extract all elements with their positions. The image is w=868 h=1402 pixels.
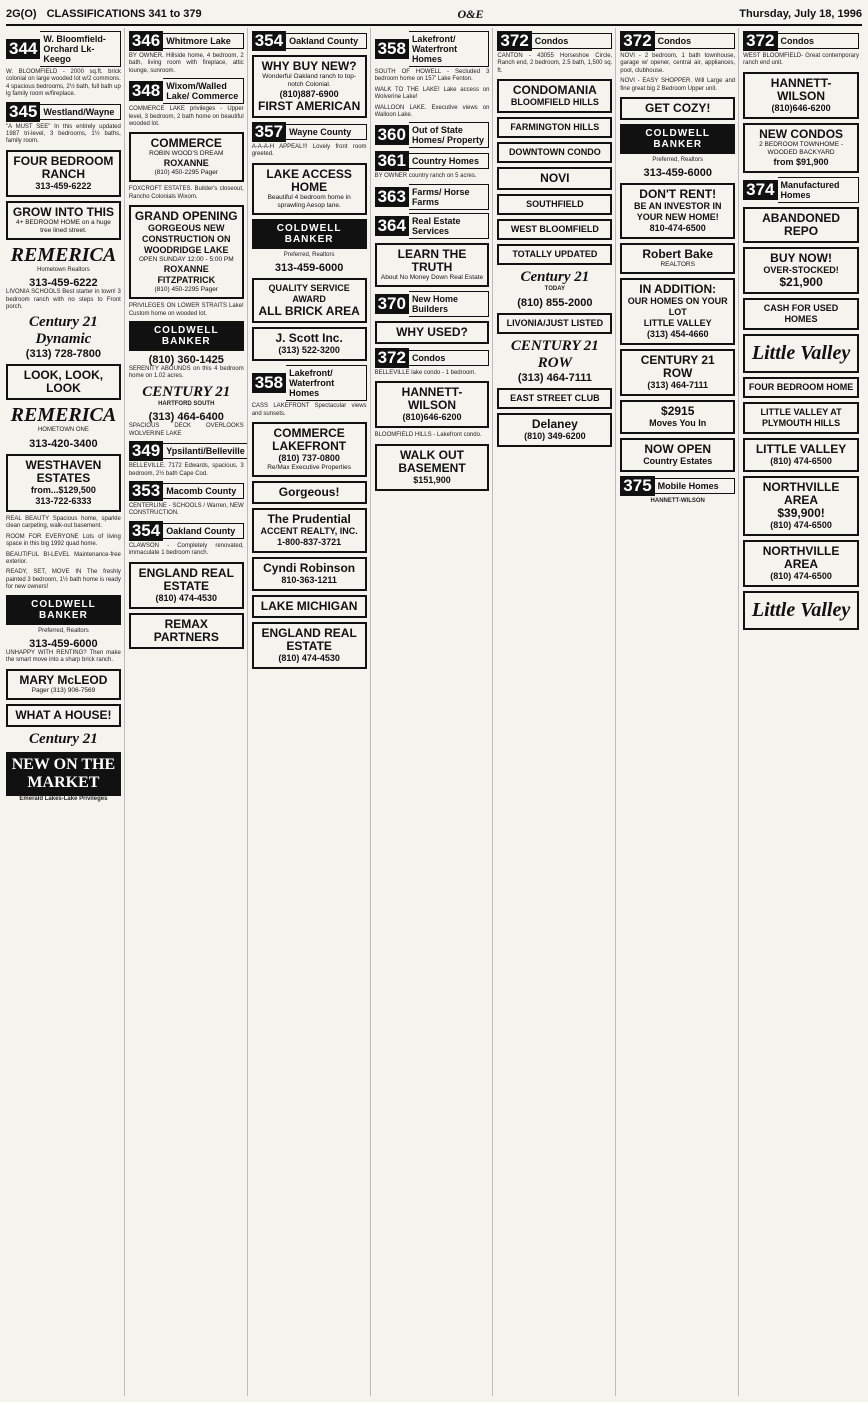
section-heading [620, 476, 735, 496]
section-title: Condos [778, 33, 859, 49]
ad-body: 4+ BEDROOM HOME on a huge tree lined street. [16, 218, 111, 234]
ad-headline: WEST BLOOMFIELD [510, 224, 599, 235]
ad-headline: ABANDONED REPO [762, 210, 841, 238]
section-heading [252, 122, 367, 142]
section-heading [375, 151, 490, 171]
century21-logo: Century 21 [520, 269, 590, 286]
ad-headline: GRAND OPENING [134, 209, 238, 224]
coldwell-banker-logo: COLDWELL BANKER [129, 321, 244, 351]
display-ad [6, 454, 121, 512]
section-title: Westland/Wayne [40, 104, 120, 120]
ad-phone: (313) 464-7111 [647, 380, 708, 391]
section-title: Condos [409, 350, 489, 366]
coldwell-banker-logo: COLDWELL BANKER [252, 219, 367, 249]
ad-headline: WALK OUT BASEMENT [398, 447, 466, 475]
classified-ad: ROOM FOR EVERYONE Lots of living space in this big 1992 quad home. [6, 533, 121, 548]
logo-subtitle: Hometown Realtors [37, 266, 90, 273]
ad-headline: REMAX PARTNERS [153, 616, 219, 644]
section-number: 372 [620, 31, 654, 51]
ad-headline: TOTALLY UPDATED [512, 249, 598, 260]
classified-ad: UNHAPPY WITH RENTING? Then make the smart move into a sharp brick ranch. [6, 649, 121, 664]
display-ad [743, 247, 859, 294]
new-on-market-banner: NEW ON THE MARKET [6, 752, 121, 796]
section-heading [129, 521, 244, 541]
display-ad [375, 381, 490, 428]
ad-headline: Delaney [531, 416, 578, 431]
display-ad [620, 400, 735, 434]
section-number: 372 [497, 31, 531, 51]
section-number: 361 [375, 151, 409, 171]
section-heading [252, 365, 367, 401]
section-title: Farms/ Horse Farms [409, 184, 489, 210]
display-ad [6, 704, 121, 727]
ad-headline: NORTHVILLE AREA [762, 479, 840, 507]
column-5 [497, 28, 616, 1396]
ad-subhead: Moves You In [649, 418, 707, 429]
section-title: Condos [532, 33, 612, 49]
display-ad [743, 298, 859, 330]
issue-date: Thursday, July 18, 1996 [739, 8, 862, 20]
classified-ad: BELLEVILLE lake condo - 1 bedroom. [374, 369, 476, 376]
ad-headline: LITTLE VALLEY [755, 441, 847, 456]
display-ad [620, 278, 735, 345]
ad-subhead: ALL BRICK AREA [258, 304, 360, 319]
ad-headline: CONDOMANIA [512, 83, 597, 98]
section-number: 357 [252, 122, 286, 142]
section-title: New Home Builders [409, 291, 489, 317]
section-title: Oakland County [286, 33, 366, 49]
display-ad [252, 622, 367, 669]
ad-price: $39,900! [777, 505, 825, 520]
section-heading [6, 31, 121, 67]
ad-body: Beautiful 4 bedroom home in sprawling Aesop lane. [267, 193, 351, 209]
ad-phone: 810-363-1211 [281, 575, 337, 586]
remerica-logo: REMERICA [10, 404, 117, 427]
ad-subhead: Country Estates [643, 456, 713, 467]
section-number: 374 [743, 180, 777, 200]
classified-ad: CANTON - 43055 Horseshoe Circle, Ranch end, 2 bedroom, 2.5 bath, 1,500 sq. ft. [497, 53, 613, 74]
section-number: 354 [129, 521, 163, 541]
column-6 [620, 28, 739, 1396]
ad-subhead: REALTORS [660, 261, 695, 269]
ad-headline: $2915 [661, 404, 695, 419]
ad-headline: DOWNTOWN CONDO [508, 147, 601, 158]
classified-ad: SPACIOUS DECK OVERLOOKS WOLVERINE LAKE [128, 423, 244, 437]
ad-headline: FOUR BEDROOM RANCH [13, 153, 114, 181]
classified-columns [6, 28, 862, 1396]
display-ad [497, 388, 612, 409]
page-number: 2G(O) [6, 8, 37, 20]
section-heading [129, 441, 244, 461]
ad-phone: (810) 474-6500 [770, 570, 832, 581]
section-title: Wixom/Walled Lake/ Commerce [163, 78, 243, 104]
section-heading [129, 481, 244, 501]
classified-ad: BY OWNER country ranch on 5 acres. [374, 173, 477, 180]
display-ad [6, 364, 121, 400]
ad-headline: HANNETT-WILSON [401, 385, 463, 413]
display-ad [620, 183, 735, 239]
ad-phone: (810) 474-6500 [770, 519, 832, 530]
ad-phone: (313) 464-6400 [148, 411, 224, 424]
display-ad [252, 278, 367, 323]
logo-subtitle: TODAY [544, 286, 566, 293]
column-1 [6, 28, 125, 1396]
classified-ad: BLOOMFIELD HILLS - Lakefront condo. [374, 432, 482, 439]
column-2 [129, 28, 248, 1396]
coldwell-banker-logo: COLDWELL BANKER [620, 124, 735, 154]
ad-headline: FOUR BEDROOM HOME [748, 381, 854, 392]
section-title: Ypsilanti/Belleville [163, 443, 247, 459]
section-title: Macomb County [163, 483, 243, 499]
section-number: 372 [375, 348, 409, 368]
ad-headline: EAST STREET CLUB [510, 392, 600, 403]
section-title: Wayne County [286, 124, 366, 140]
ad-phone: 810-474-6500 [649, 223, 706, 234]
agent-name: Re/Max Executive Properties [267, 464, 352, 472]
logo-subtitle: Preferred, Realtors [283, 251, 335, 258]
ad-phone: (313) 464-7111 [517, 371, 592, 384]
display-ad [497, 79, 612, 113]
ad-phone: (810) 737-0800 [278, 453, 340, 464]
agent-name: ROXANNE FITZPATRICK [157, 264, 216, 286]
ad-headline: NOVI [540, 171, 570, 186]
classified-ad: "A MUST SEE" In this entirely updated 1987 tri-level, 3 bedrooms, 1½ baths, family room. [6, 123, 121, 145]
display-ad [497, 313, 612, 334]
page-header [6, 4, 862, 26]
logo-subtitle: Preferred, Realtors [38, 627, 89, 634]
classified-ad: CENTERLINE - SCHOOLS / Warren, NEW CONSTRUCTION. [128, 502, 244, 517]
ad-headline: NEW CONDOS [759, 126, 844, 141]
classified-ad: NOVI - 2 bedroom, 1 bath townhouse, garage w/ opener, central air, appliances, pool, clubhouse. [620, 53, 736, 74]
publication-name: O&E [457, 6, 484, 21]
agent-name: HANNETT-WILSON [650, 498, 705, 505]
ad-subhead: ACCENT REALTY, INC. [260, 526, 358, 537]
column-4 [375, 28, 494, 1396]
ad-phone: 1-800-837-3721 [277, 537, 342, 548]
ad-subhead: BLOOMFIELD HILLS [510, 97, 599, 108]
ad-headline: LAKE MICHIGAN [260, 599, 358, 614]
section-heading [6, 102, 121, 122]
century21-logo: CENTURY 21 [142, 383, 231, 400]
section-heading [743, 177, 859, 203]
section-title: W. Bloomfield-Orchard Lk-Keego [40, 31, 120, 67]
ad-phone: (810)887-6900 [279, 89, 339, 99]
display-ad [620, 243, 735, 274]
display-ad [129, 613, 244, 649]
ad-phone: 313-459-6000 [29, 637, 98, 650]
ad-headline: WHY BUY NEW? [261, 59, 357, 73]
banner-subtitle: Emerald Lakes-Lake Privileges [19, 795, 108, 802]
display-ad [497, 219, 612, 240]
column-7 [743, 28, 862, 1396]
display-ad [252, 55, 367, 118]
section-heading [743, 31, 859, 51]
ad-headline: WESTHAVEN ESTATES [25, 457, 102, 485]
display-ad [252, 327, 367, 361]
section-number: 346 [129, 31, 163, 51]
agent-name: The Prudential [267, 512, 351, 527]
display-ad [743, 476, 859, 536]
ad-headline: GROW INTO THIS [12, 204, 114, 219]
section-number: 375 [620, 476, 654, 496]
section-number: 363 [375, 187, 409, 207]
classified-ad: BELLEVILLE. 7172 Edwards, spacious, 3 bedroom, 2½ bath Cape Cod. [128, 463, 244, 477]
classified-ad: W. BLOOMFIELD - 2000 sq.ft. brick colonial on large wooded lot w/2 commons. 4 spacious bedrooms, 2½ bath, full bath up lg family room w/fireplace. [6, 69, 121, 98]
section-title: Oakland County [163, 523, 243, 539]
ad-headline: CASH FOR USED HOMES [763, 302, 839, 324]
display-ad [743, 377, 859, 398]
section-title: Mobile Homes [655, 478, 735, 494]
section-heading [129, 78, 244, 104]
section-title: Whitmore Lake [163, 33, 243, 49]
agent-name: Robert Bake [642, 247, 714, 262]
classified-ad: BY OWNER. Hillside home, 4 bedroom, 2 bath, living room with fireplace, attic lounge, sunroom. [128, 53, 244, 74]
display-ad [252, 163, 367, 215]
section-heading [375, 213, 490, 239]
ad-phone: (313) 728-7800 [25, 348, 102, 361]
classified-ad: WALK TO THE LAKE! Lake access on Wolverine Lake! [374, 86, 490, 101]
section-heading [375, 348, 490, 368]
ad-headline: QUALITY SERVICE AWARD [268, 283, 350, 305]
ad-phone: Pager (313) 906-7569 [31, 686, 96, 694]
ad-headline: DON'T RENT! [639, 187, 717, 202]
display-ad [743, 402, 859, 434]
remerica-logo: REMERICA [10, 243, 117, 266]
classified-ad: CLAWSON - Completely renovated, immaculate 1 bedroom ranch. [128, 542, 244, 557]
ad-body: Wonderful Oakland ranch to top-notch Colonial. [262, 73, 357, 88]
display-ad [6, 201, 121, 240]
ad-phone: (810) 855-2000 [517, 296, 593, 309]
ad-headline: MARY McLEOD [19, 672, 108, 687]
ad-phone: (810) 360-1425 [148, 354, 224, 367]
ad-phone: (810) 474-4530 [155, 592, 218, 603]
display-ad [497, 167, 612, 190]
section-heading [375, 31, 490, 67]
display-ad [620, 438, 735, 472]
display-ad [497, 413, 612, 447]
ad-headline: HANNETT-WILSON [770, 75, 832, 103]
section-number: 358 [252, 373, 286, 393]
display-ad [620, 349, 735, 396]
little-valley-logo: Little Valley [743, 334, 859, 373]
ad-headline: ENGLAND REAL ESTATE [261, 626, 357, 654]
display-ad [375, 444, 490, 491]
section-heading [497, 31, 612, 51]
ad-phone: (810)646-6200 [402, 412, 462, 423]
classified-ad: LIVONIA SCHOOLS Best starter in town! 3 bedroom ranch with no steps to Front porch. [6, 289, 121, 311]
section-number: 372 [743, 31, 777, 51]
section-title: Real Estate Services [409, 213, 489, 239]
section-number: 358 [375, 39, 409, 59]
ad-headline: GET COZY! [645, 101, 711, 116]
display-ad [375, 321, 490, 344]
ad-phone: 313-722-6333 [35, 495, 92, 506]
ad-headline: COMMERCE LAKEFRONT [272, 426, 347, 454]
column-3 [252, 28, 371, 1396]
ad-headline: LOOK, LOOK, LOOK [23, 368, 104, 396]
ad-phone: (313) 522-3200 [278, 345, 340, 356]
ad-phone: (810) 450-2295 Pager [154, 286, 219, 294]
ad-price: from...$129,500 [30, 484, 96, 495]
classified-ad: BEAUTIFUL BI-LEVEL Maintenance-free exterior. [6, 551, 121, 565]
century21-logo: CENTURY 21 ROW [510, 337, 599, 371]
section-number: 360 [375, 125, 409, 145]
ad-subhead: OUR HOMES ON YOUR LOT [627, 296, 728, 318]
ad-headline: BUY NOW! [770, 250, 832, 265]
agent-name: ROXANNE [163, 158, 209, 169]
ad-headline: CENTURY 21 ROW [640, 353, 715, 381]
ad-price: $151,900 [413, 474, 451, 485]
ad-phone: (810)646-6200 [771, 102, 831, 113]
ad-phone: (810) 349-6200 [524, 430, 586, 441]
display-ad [497, 142, 612, 163]
ad-phone: (810) 474-6500 [770, 455, 832, 466]
section-number: 364 [375, 216, 409, 236]
agent-name: Cyndi Robinson [263, 561, 356, 576]
ad-phone: (313) 454-4660 [646, 329, 709, 340]
ad-headline: IN ADDITION: [639, 282, 717, 297]
ad-phone: 313-459-6222 [35, 180, 92, 191]
section-title: Lakefront/ Waterfront Homes [286, 365, 366, 401]
ad-body: 2 BEDROOM TOWNHOME - WOODED BACKYARD [759, 140, 844, 156]
ad-price: $21,900 [779, 274, 823, 289]
little-valley-logo: Little Valley [743, 591, 859, 630]
ad-headline: J. Scott Inc. [275, 331, 343, 346]
ad-subhead: OVER-STOCKED! [763, 264, 839, 275]
display-ad [6, 669, 121, 700]
section-number: 354 [252, 31, 286, 51]
classified-ad: CASS LAKEFRONT Spectacular views and sunsets. [251, 403, 367, 417]
ad-headline: LITTLE VALLEY AT PLYMOUTH HILLS [760, 406, 842, 428]
classified-ad: NOVI - EASY SHOPPER. Will Large and fine great big 2 Bedroom Upper unit. [620, 78, 736, 92]
display-ad [252, 422, 367, 477]
ad-body: About No Money Down Real Estate [380, 273, 484, 281]
agent-name: FIRST AMERICAN [258, 99, 361, 113]
display-ad [6, 150, 121, 197]
section-heading [375, 184, 490, 210]
ad-phone: 313-420-3400 [29, 437, 98, 450]
ad-headline: Gorgeous! [278, 485, 340, 500]
classified-ad: SERENITY ABOUNDS on this 4 bedroom home on 1.02 acres. [128, 366, 244, 380]
classified-ad: COMMERCE LAKE privileges - Upper level, 3 bedroom, 2 bath home on beautiful wooded lot. [128, 106, 244, 128]
display-ad [743, 72, 859, 119]
ad-headline: LIVONIA/JUST LISTED [506, 317, 604, 328]
display-ad [129, 132, 244, 182]
logo-subtitle: HOMETOWN ONE [37, 427, 89, 434]
display-ad [620, 97, 735, 120]
ad-headline: WHAT A HOUSE! [15, 707, 112, 722]
section-number: 370 [375, 294, 409, 314]
section-number: 353 [129, 481, 163, 501]
display-ad [252, 481, 367, 504]
section-number: 344 [6, 39, 40, 59]
logo-subtitle: Preferred, Realtors [652, 157, 704, 164]
century21-logo: Century 21 Dynamic [29, 314, 98, 348]
display-ad [497, 117, 612, 138]
display-ad [252, 557, 367, 591]
section-number: 348 [129, 81, 163, 101]
ad-phone: 313-459-6000 [274, 262, 344, 275]
display-ad [129, 205, 244, 299]
ad-headline: WHY USED? [396, 324, 468, 339]
ad-headline: LAKE ACCESS HOME [266, 166, 352, 194]
section-number: 349 [129, 441, 163, 461]
ad-headline: SOUTHFIELD [526, 199, 584, 210]
section-heading [620, 31, 735, 51]
ad-price: from $91,900 [773, 156, 829, 167]
ad-headline: NORTHVILLE AREA [762, 543, 840, 571]
logo-subtitle: HARTFORD SOUTH [158, 400, 215, 407]
display-ad [252, 508, 367, 553]
century21-logo: Century 21 [29, 730, 98, 747]
ad-subhead: GORGEOUS NEW CONSTRUCTION ON WOODRIDGE LAKE [142, 223, 231, 256]
section-title: Country Homes [409, 153, 489, 169]
section-heading [252, 31, 367, 51]
ad-headline: COMMERCE [150, 136, 222, 151]
section-title: CLASSIFICATIONS 341 to 379 [46, 8, 202, 20]
display-ad [743, 540, 859, 587]
ad-phone: (810) 474-4530 [278, 653, 340, 664]
display-ad [129, 562, 244, 609]
display-ad [375, 243, 490, 287]
ad-subhead: BE AN INVESTOR IN YOUR NEW HOME! [633, 201, 722, 223]
display-ad [743, 123, 859, 173]
section-title: Lakefront/ Waterfront Homes [409, 31, 489, 67]
ad-body: OPEN SUNDAY 12:00 - 5:00 PM [138, 256, 234, 264]
classified-ad: READY, SET, MOVE IN The freshly painted 3 bedroom, 1½ bath home is ready for new owners! [6, 569, 121, 591]
classified-ad: WALLOON LAKE. Executive views on Walloon Lake. [374, 104, 490, 119]
ad-phone: (810) 450-2295 Pager [154, 169, 219, 177]
classified-ad: FOXCROFT ESTATES. Builder's closeout, Rancho Colonials Wixom. [128, 186, 244, 200]
section-title: Manufactured Homes [778, 177, 859, 203]
ad-headline: LEARN THE TRUTH [397, 246, 467, 274]
ad-headline: ENGLAND REAL ESTATE [138, 565, 234, 593]
agent-name: LITTLE VALLEY [643, 318, 712, 329]
ad-phone: 313-459-6000 [643, 167, 712, 180]
classified-ad: A-A-A-H APPEAL!!! Lovely front room greeted. [251, 144, 367, 158]
display-ad [743, 207, 859, 243]
ad-body: ROBIN WOOD'S DREAM [149, 150, 224, 158]
display-ad [252, 595, 367, 618]
ad-headline: NOW OPEN [644, 442, 712, 457]
display-ad [497, 244, 612, 265]
section-heading [375, 291, 490, 317]
section-title: Condos [655, 33, 735, 49]
ad-phone: 313-459-6222 [29, 277, 98, 290]
display-ad [497, 194, 612, 215]
classified-ad: PRIVILEGES ON LOWER STRAITS Lake! Custom home on wooded lot. [128, 303, 244, 317]
section-heading [129, 31, 244, 51]
section-title: Out of State Homes/ Property [409, 122, 489, 148]
classified-ad: SOUTH OF HOWELL - Secluded 3 bedroom home on 157' Lake Fenton. [374, 69, 490, 83]
section-number: 345 [6, 102, 40, 122]
section-heading [375, 122, 490, 148]
classified-ad: REAL BEAUTY Spacious home, sparkle clean carpeting, walk-out basement. [6, 515, 121, 530]
display-ad [743, 438, 859, 472]
ad-headline: FARMINGTON HILLS [510, 122, 600, 133]
coldwell-banker-logo: COLDWELL BANKER [6, 595, 121, 625]
classified-ad: WEST BLOOMFIELD- Great contemporary ranch end unit. [743, 53, 859, 67]
